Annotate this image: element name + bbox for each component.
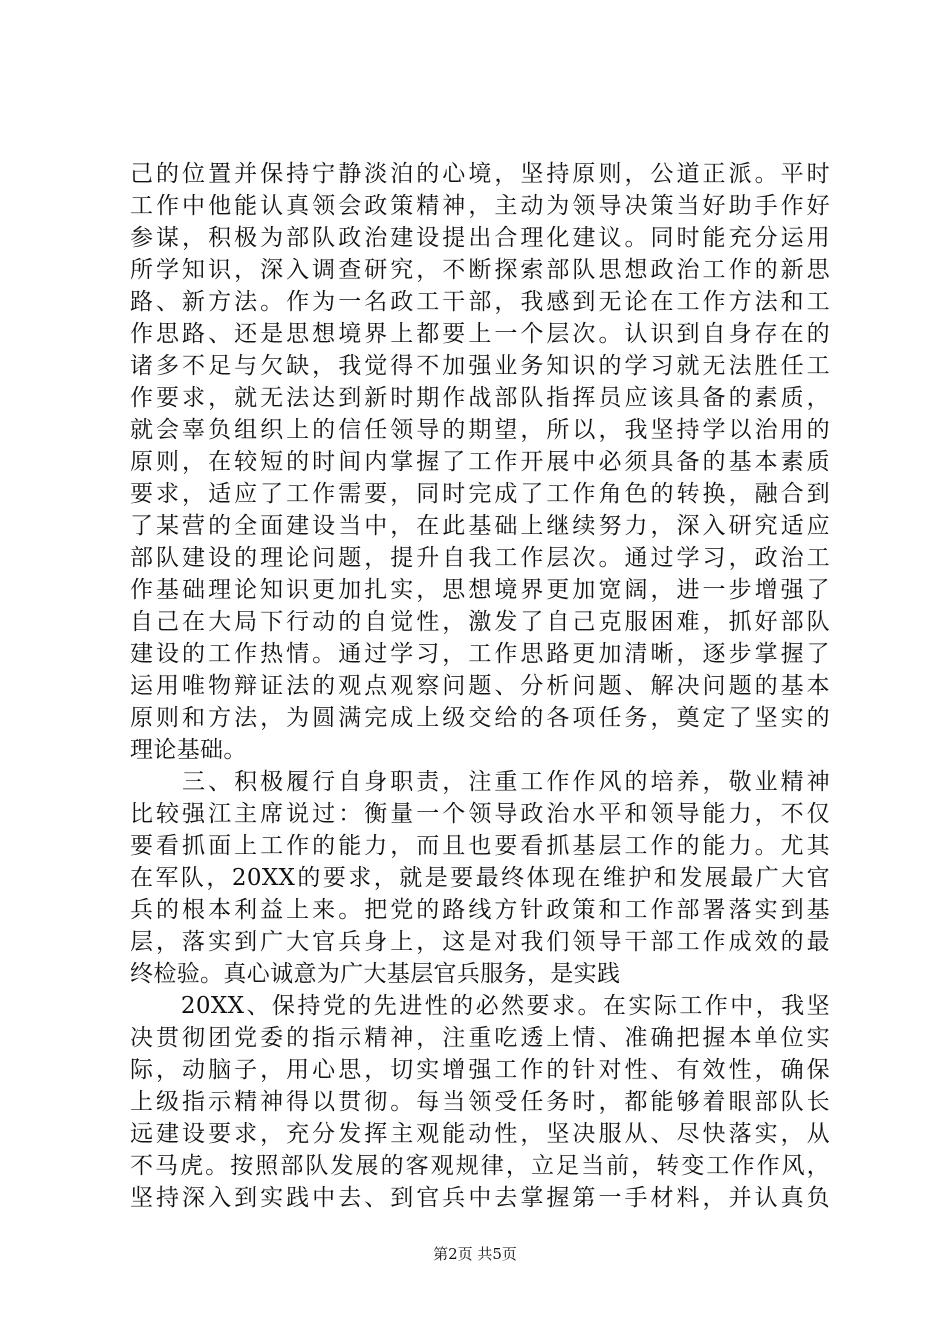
text-line: 诸多不足与欠缺，我觉得不加强业务知识的学习就无法胜任工	[130, 353, 830, 379]
text-line: 原则和方法，为圆满完成上级交给的各项任务，奠定了坚实的	[130, 705, 830, 731]
text-line: 部队建设的理论问题，提升自我工作层次。通过学习，政治工	[130, 545, 830, 571]
text-line: 就会辜负组织上的信任领导的期望，所以，我坚持学以治用的	[130, 417, 830, 443]
text-line: 决贯彻团党委的指示精神，注重吃透上情、准确把握本单位实	[130, 1025, 830, 1051]
text-line: 路、新方法。作为一名政工干部，我感到无论在工作方法和工	[130, 289, 830, 315]
text-line: 比较强江主席说过：衡量一个领导政治水平和领导能力，不仅	[130, 801, 830, 827]
text-line: 作要求，就无法达到新时期作战部队指挥员应该具备的素质，	[130, 385, 830, 411]
text-line: 工作中他能认真领会政策精神，主动为领导决策当好助手作好	[130, 193, 830, 219]
text-line: 在军队，20XX的要求，就是要最终体现在维护和发展最广大官	[130, 865, 830, 891]
text-line: 参谋，积极为部队政治建设提出合理化建议。同时能充分运用	[130, 225, 830, 251]
text-line: 终检验。真心诚意为广大基层官兵服务，是实践	[130, 961, 621, 987]
text-line: 要求，适应了工作需要，同时完成了工作角色的转换，融合到	[130, 481, 830, 507]
text-line: 自己在大局下行动的自觉性，激发了自己克服困难，抓好部队	[130, 609, 830, 635]
text-line: 不马虎。按照部队发展的客观规律，立足当前，转变工作作风，	[130, 1153, 830, 1179]
text-line: 20XX、保持党的先进性的必然要求。在实际工作中，我坚	[130, 993, 830, 1019]
text-line: 原则，在较短的时间内掌握了工作开展中必须具备的基本素质	[130, 449, 830, 475]
text-line: 作思路、还是思想境界上都要上一个层次。认识到自身存在的	[130, 321, 830, 347]
text-line: 兵的根本利益上来。把党的路线方针政策和工作部署落实到基	[130, 897, 830, 923]
text-line: 己的位置并保持宁静淡泊的心境，坚持原则，公道正派。平时	[130, 161, 830, 187]
text-line: 际，动脑子，用心思，切实增强工作的针对性、有效性，确保	[130, 1057, 830, 1083]
text-line: 所学知识，深入调查研究，不断探索部队思想政治工作的新思	[130, 257, 830, 283]
body-text	[130, 158, 830, 1214]
text-line: 要看抓面上工作的能力，而且也要看抓基层工作的能力。尤其	[130, 833, 830, 859]
text-line: 运用唯物辩证法的观点观察问题、分析问题、解决问题的基本	[130, 673, 830, 699]
text-line: 坚持深入到实践中去、到官兵中去掌握第一手材料，并认真负	[130, 1185, 830, 1211]
section-heading-line: 三、积极履行自身职责，注重工作作风的培养，敬业精神	[130, 769, 830, 795]
text-line: 了某营的全面建设当中，在此基础上继续努力，深入研究适应	[130, 513, 830, 539]
text-line: 上级指示精神得以贯彻。每当领受任务时，都能够着眼部队长	[130, 1089, 830, 1115]
page-number-footer: 第2页 共5页	[433, 1245, 517, 1263]
text-line: 层，落实到广大官兵身上，这是对我们领导干部工作成效的最	[130, 929, 830, 955]
text-line: 理论基础。	[130, 737, 247, 763]
text-line: 远建设要求，充分发挥主观能动性，坚决服从、尽快落实，从	[130, 1121, 830, 1147]
text-line: 建设的工作热情。通过学习，工作思路更加清晰，逐步掌握了	[130, 641, 830, 667]
text-line: 作基础理论知识更加扎实，思想境界更加宽阔，进一步增强了	[130, 577, 830, 603]
